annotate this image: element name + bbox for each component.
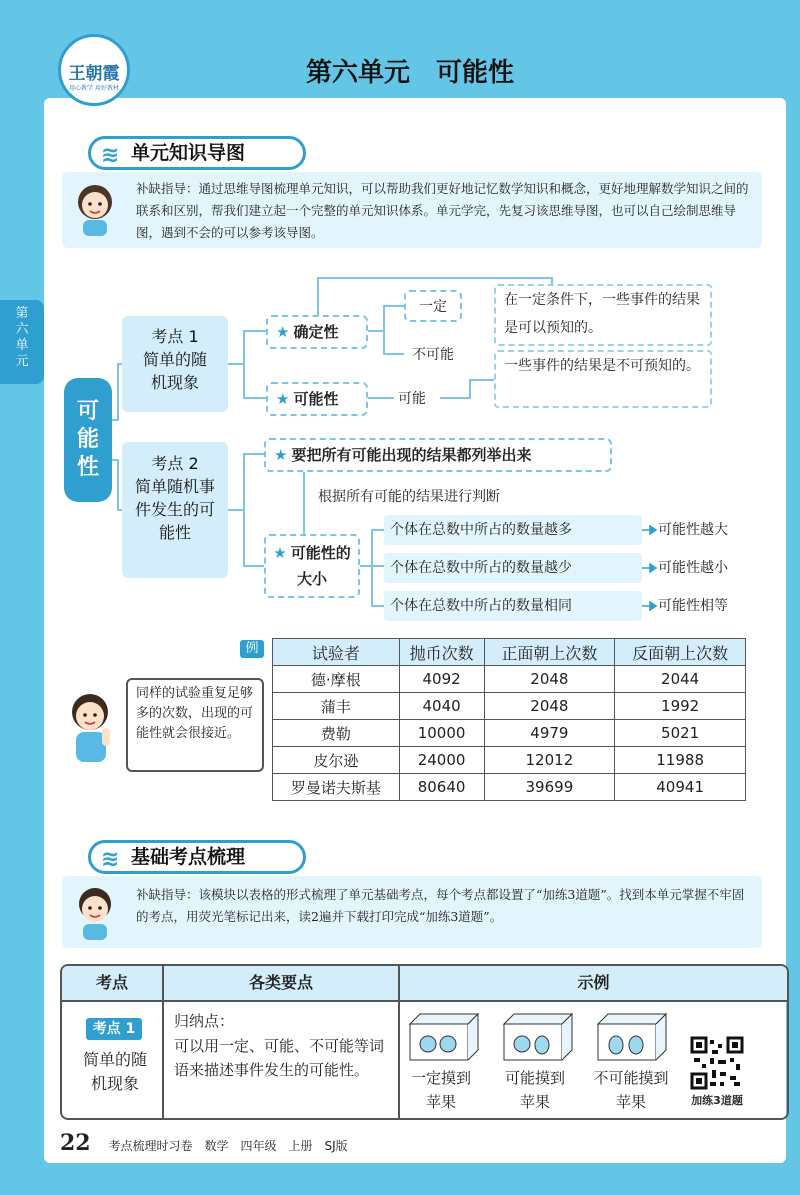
possibility-node xyxy=(266,382,368,416)
certainty-node xyxy=(266,315,368,349)
star-icon: ★ xyxy=(274,446,288,464)
side-tab-label: 第六单元 xyxy=(15,306,29,369)
table-cell: 费勒 xyxy=(273,720,400,747)
header-cell: 抛币次数 xyxy=(399,639,484,666)
kp1-title: 考点 1 xyxy=(151,327,199,346)
table-cell: 80640 xyxy=(399,774,484,801)
guide-text: 补缺指导：该模块以表格的形式梳理了单元基础考点，每个考点都设置了“加练3道题”。找到本单元掌握不牢固的考点，用荧光笔标记出来，读2遍并下载打印完成“加练3道题”。 xyxy=(136,887,745,924)
example-tag: 例 xyxy=(240,640,264,658)
header-cell: 各类要点 xyxy=(248,973,313,992)
header-cell: 正面朝上次数 xyxy=(484,639,615,666)
wave-icon: ≋ xyxy=(101,847,120,872)
page-footer xyxy=(60,1130,348,1156)
root-label: 可能性 xyxy=(76,399,99,480)
wave-icon: ≋ xyxy=(101,143,120,168)
judge-text: 根据所有可能的结果进行判断 xyxy=(318,489,500,505)
qr-code-icon[interactable] xyxy=(690,1036,744,1090)
certain-description: 在一定条件下，一些事件的结果是可以预知的。 xyxy=(494,284,712,346)
certain-leaf xyxy=(404,290,462,322)
possibility-label: 可能性 xyxy=(293,390,339,408)
box-apple-pear-icon xyxy=(502,1012,574,1062)
size-node xyxy=(264,534,360,598)
result-equal: 可能性相等 xyxy=(658,598,728,614)
point-text: 可以用一定、可能、不可能等词语来描述事件发生的可能性。 xyxy=(174,1037,385,1079)
table-cell: 皮尔逊 xyxy=(273,747,400,774)
header-cell: 试验者 xyxy=(273,639,400,666)
table-cell: 40941 xyxy=(615,774,746,801)
table-header-row xyxy=(273,639,746,666)
coin-toss-table xyxy=(272,638,746,801)
table-cell: 5021 xyxy=(615,720,746,747)
certainty-label: 确定性 xyxy=(293,323,339,341)
header-cell: 考点 xyxy=(95,973,128,992)
kp-name: 简单的随机现象 xyxy=(82,1050,147,1093)
table-cell: 39699 xyxy=(484,774,615,801)
table-cell: 24000 xyxy=(399,747,484,774)
size-label: 可能性的大小 xyxy=(290,544,351,588)
box-two-apples-icon xyxy=(408,1012,480,1062)
table-cell: 2048 xyxy=(484,693,615,720)
divider xyxy=(398,966,400,1118)
table-row xyxy=(273,693,746,720)
table-cell: 4092 xyxy=(399,666,484,693)
table-cell: 蒲丰 xyxy=(273,693,400,720)
possible-description: 一些事件的结果是不可预知的。 xyxy=(494,350,712,408)
kp2-text: 简单随机事件发生的可能性 xyxy=(135,477,216,542)
condition-less: 个体在总数中所占的数量越少 xyxy=(384,553,642,583)
star-icon: ★ xyxy=(276,390,290,408)
example-possible: 可能摸到苹果 xyxy=(504,1069,565,1111)
points-table xyxy=(60,964,789,1120)
table-cell: 11988 xyxy=(615,747,746,774)
table-row xyxy=(273,720,746,747)
speech-bubble: 同样的试验重复足够多的次数，出现的可能性就会很接近。 xyxy=(126,678,264,772)
kp1-text: 简单的随机现象 xyxy=(142,350,207,392)
guide-box xyxy=(62,876,762,948)
point-title: 归纳点： xyxy=(174,1012,235,1030)
footer-text: 考点梳理时习卷 数学 四年级 上册 SJ版 xyxy=(108,1139,348,1153)
table-cell: 12012 xyxy=(484,747,615,774)
list-all-node xyxy=(264,438,612,472)
result-more: 可能性越大 xyxy=(658,522,728,538)
kp1-box xyxy=(122,316,228,412)
condition-more: 个体在总数中所占的数量越多 xyxy=(384,515,642,545)
example-impossible: 不可能摸到苹果 xyxy=(593,1069,669,1111)
possible-leaf: 可能 xyxy=(398,391,426,407)
section-heading-label: 单元知识导图 xyxy=(131,142,246,164)
boy-avatar-icon xyxy=(62,688,122,768)
table-cell: 德·摩根 xyxy=(273,666,400,693)
table-cell: 4979 xyxy=(484,720,615,747)
star-icon: ★ xyxy=(273,544,287,562)
table-row xyxy=(273,774,746,801)
logo-tagline: 用心教学 用好教材 xyxy=(69,85,119,92)
table-row xyxy=(273,666,746,693)
list-all-label: 要把所有可能出现的结果都列举出来 xyxy=(291,446,532,464)
kp2-title: 考点 2 xyxy=(151,454,199,473)
certain-label: 一定 xyxy=(419,299,447,315)
guide-text: 补缺指导：通过思维导图梳理单元知识，可以帮助我们更好地记忆数学知识和概念，更好地理解数学知识之间的联系和区别，帮我们建立起一个完整的单元知识体系。单元学完，先复习该思维导图，也可以自己绘制思维导图，遇到不会的可以参考该导图。 xyxy=(136,181,749,240)
kp2-box xyxy=(122,442,228,578)
kp-tag: 考点 1 xyxy=(86,1018,142,1040)
logo-name: 王朝霞 xyxy=(68,64,120,84)
example-certain: 一定摸到苹果 xyxy=(410,1069,471,1111)
mindmap-root xyxy=(64,378,112,502)
condition-equal: 个体在总数中所占的数量相同 xyxy=(384,591,642,621)
qr-label: 加练3道题 xyxy=(691,1094,743,1107)
page-title: 第六单元 可能性 xyxy=(305,58,514,88)
table-cell: 10000 xyxy=(399,720,484,747)
table-cell: 1992 xyxy=(615,693,746,720)
page-number: 22 xyxy=(60,1130,91,1156)
section-heading-label: 基础考点梳理 xyxy=(131,846,246,868)
box-two-pears-icon xyxy=(596,1012,668,1062)
section-heading-points xyxy=(88,840,306,874)
table-cell: 2048 xyxy=(484,666,615,693)
star-icon: ★ xyxy=(276,323,290,341)
result-less: 可能性越小 xyxy=(658,560,728,576)
header-cell: 反面朝上次数 xyxy=(615,639,746,666)
divider xyxy=(162,966,164,1118)
table-cell: 4040 xyxy=(399,693,484,720)
header-cell: 示例 xyxy=(577,973,610,992)
table-cell: 2044 xyxy=(615,666,746,693)
boy-avatar-icon xyxy=(68,882,122,942)
table-row xyxy=(273,747,746,774)
impossible-leaf: 不可能 xyxy=(412,347,454,363)
table-cell: 罗曼诺夫斯基 xyxy=(273,774,400,801)
